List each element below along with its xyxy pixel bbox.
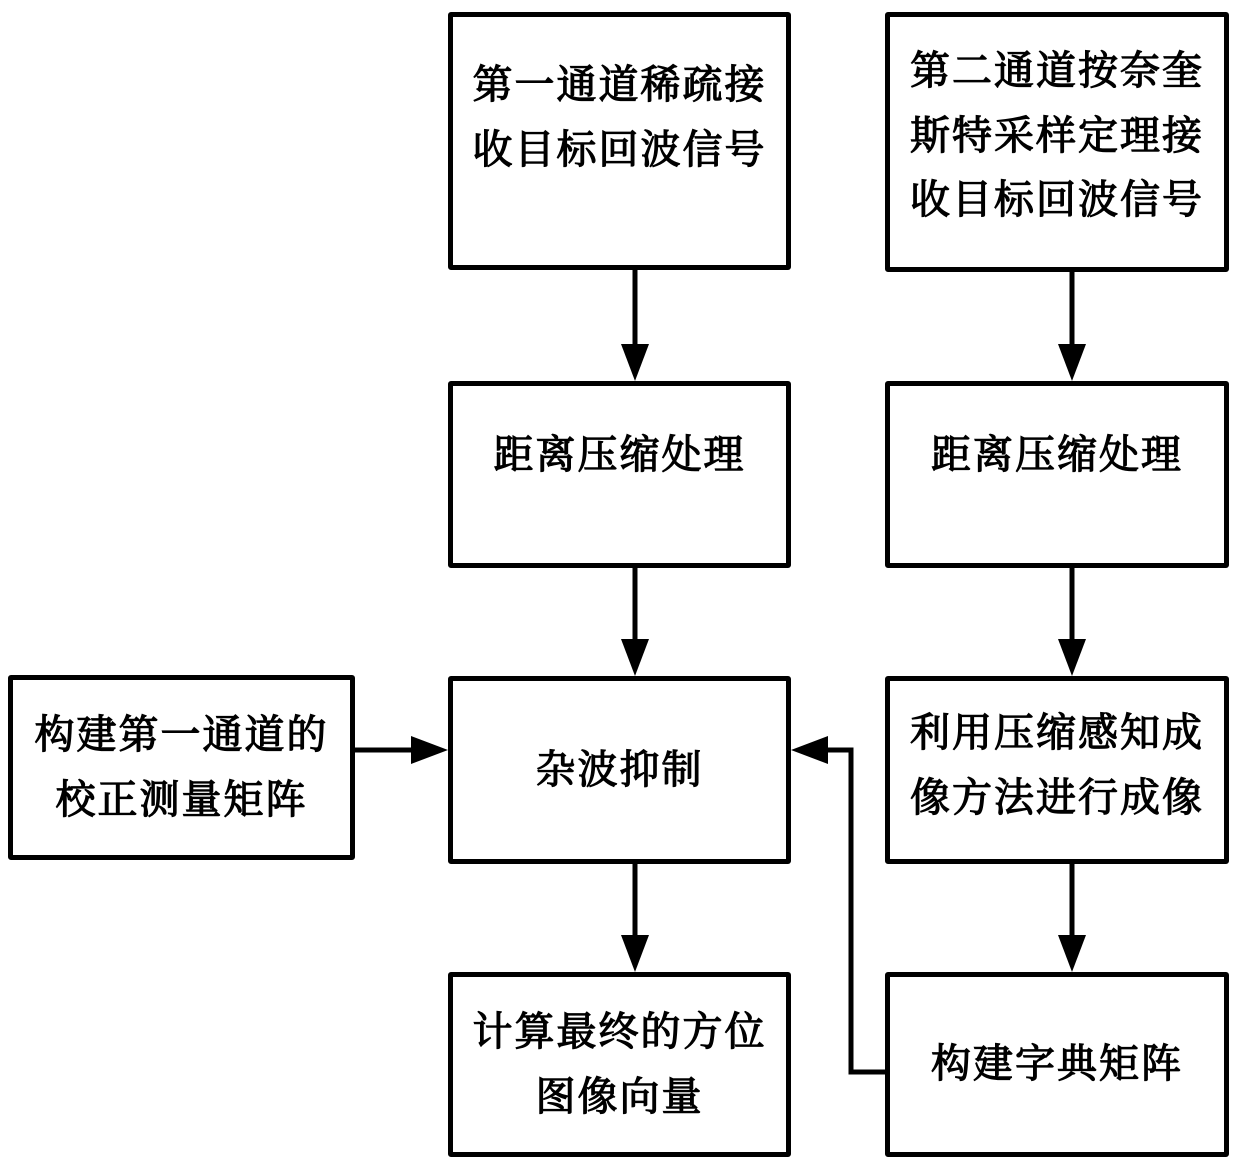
node-ch1-receive-label: 第一通道稀疏接收目标回波信号: [472, 62, 767, 173]
node-correction-matrix: [8, 675, 355, 860]
edge-ch2-receive-to-range-compress: [1058, 272, 1086, 381]
node-ch1-range-compress-label: 距离压缩处理: [493, 431, 746, 478]
node-azimuth-vector: [448, 972, 791, 1157]
node-clutter-suppress: [448, 676, 791, 864]
node-ch2-receive-label: 第二通道按奈奎斯特采样定理接收目标回波信号: [910, 47, 1204, 224]
edge-clutter-suppress-to-azimuth-vector: [621, 864, 649, 972]
node-azimuth-vector-label: 计算最终的方位图像向量: [472, 1008, 767, 1120]
node-cs-imaging-label: 利用压缩感知成像方法进行成像: [910, 709, 1204, 821]
node-ch2-range-compress-label: 距离压缩处理: [931, 431, 1183, 478]
node-ch1-receive: [448, 12, 791, 270]
node-correction-matrix-label: 构建第一通道的校正测量矩阵: [34, 711, 329, 823]
edge-correction-matrix-to-clutter-suppress: [355, 736, 448, 764]
node-dictionary-matrix-label: 构建字典矩阵: [931, 1041, 1183, 1088]
edge-ch1-receive-to-range-compress: [621, 270, 649, 381]
edge-cs-imaging-to-dictionary-matrix: [1058, 864, 1086, 972]
node-ch2-receive: [885, 12, 1229, 272]
edge-range-compress-to-cs-imaging: [1058, 568, 1086, 676]
node-ch2-range-compress: [885, 381, 1229, 568]
edge-range-compress-to-clutter-suppress: [621, 568, 649, 676]
edge-dictionary-matrix-to-clutter-suppress: [791, 736, 885, 1072]
node-dictionary-matrix: [885, 972, 1229, 1157]
node-clutter-suppress-label: 杂波抑制: [535, 746, 704, 793]
node-cs-imaging: [885, 676, 1229, 864]
node-ch1-range-compress: [448, 381, 791, 568]
